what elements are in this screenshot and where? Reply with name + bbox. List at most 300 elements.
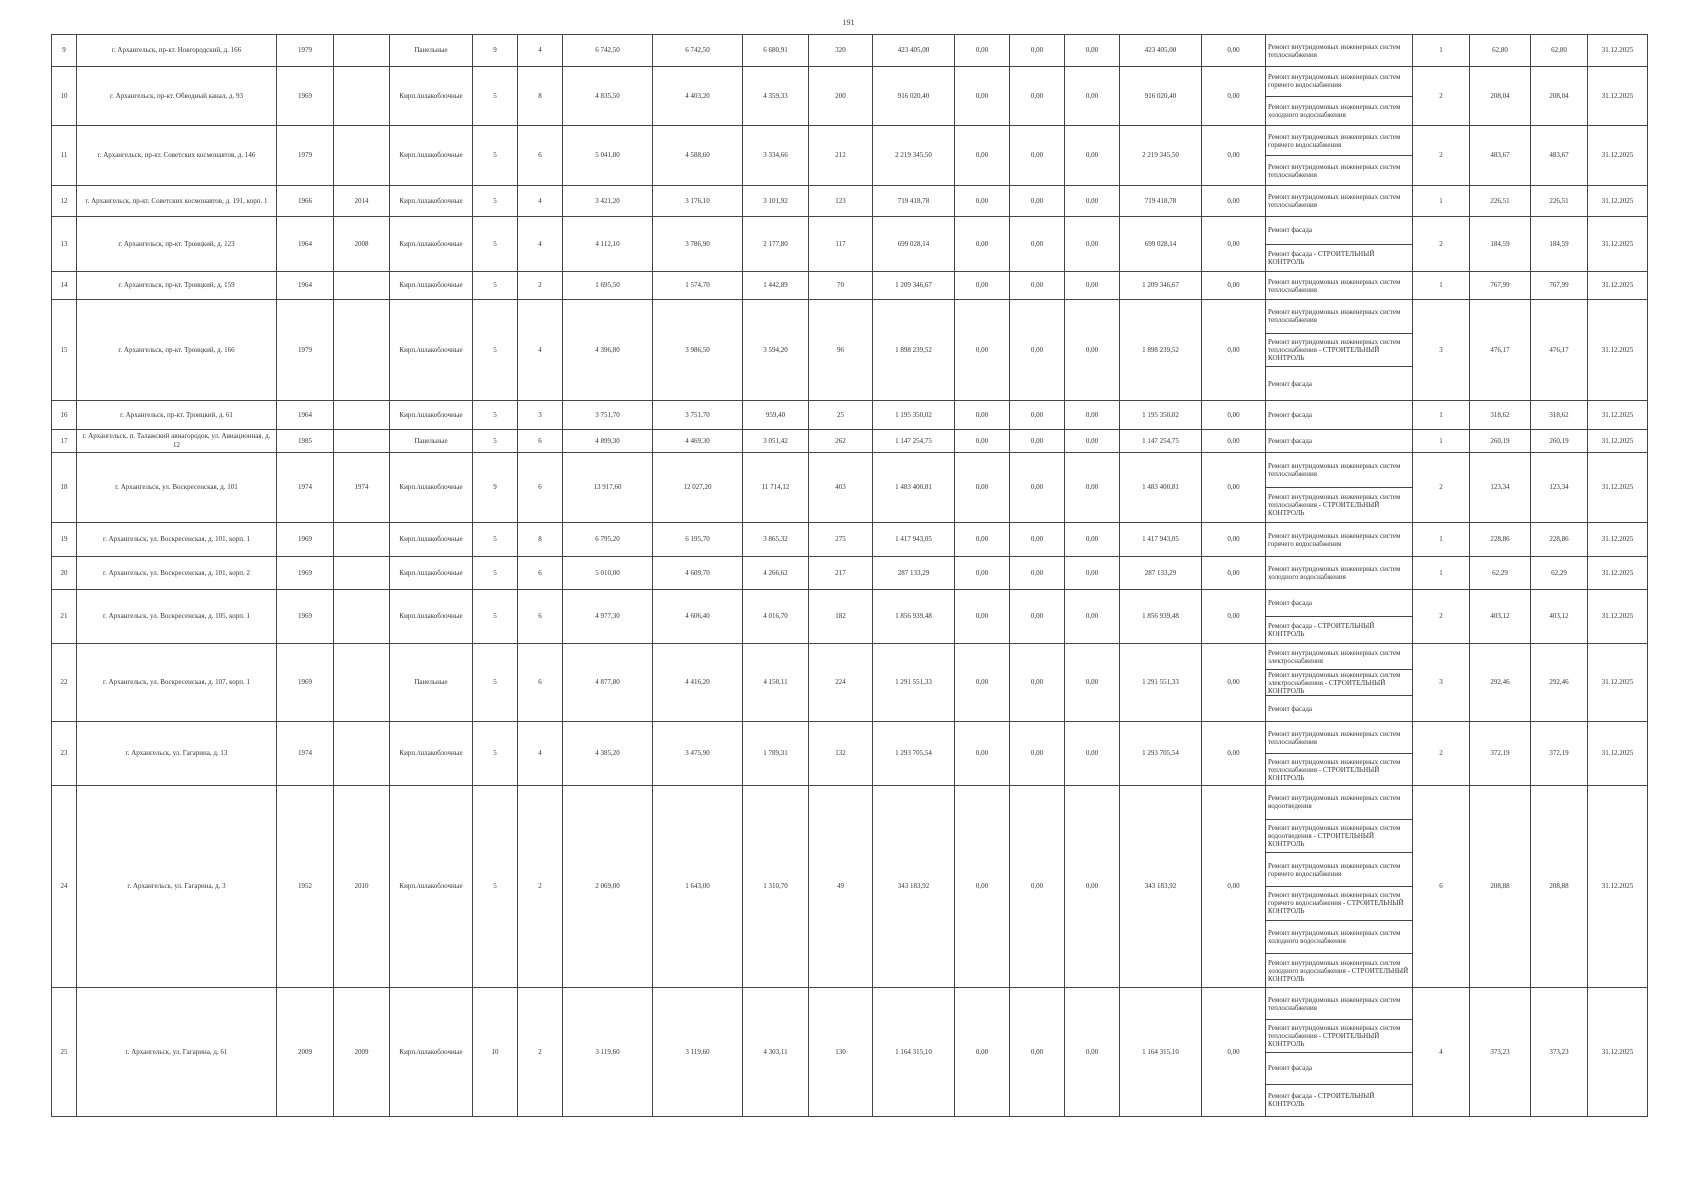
deadline-cell: 31.12.2025: [1588, 401, 1648, 430]
fund-owners-cell: 916 020,40: [1120, 67, 1202, 126]
fund-other-cell: 0,00: [1202, 523, 1266, 557]
fund-local-cell: 0,00: [1065, 67, 1120, 126]
works-count-cell: 2: [1413, 217, 1470, 272]
work-item: Ремонт внутридомовых инженерных систем водоотведения - СТРОИТЕЛЬНЫЙ КОНТРОЛЬ: [1266, 820, 1412, 854]
floors-cell: 5: [473, 722, 518, 786]
fund-regional-cell: 0,00: [1010, 644, 1065, 722]
fund-owners-cell: 1 164 315,10: [1120, 988, 1202, 1117]
total-cost-cell: 1 147 254,75: [873, 430, 955, 453]
work-item: Ремонт внутридомовых инженерных систем горячего водоснабжения: [1268, 531, 1401, 548]
total-cost-cell: 1 291 551,33: [873, 644, 955, 722]
fund-owners-cell: 699 028,14: [1120, 217, 1202, 272]
unit-cost-cell: 403,12: [1470, 590, 1531, 644]
deadline-cell: 31.12.2025: [1588, 557, 1648, 590]
unit-cost-cell: 208,04: [1470, 67, 1531, 126]
entrances-cell: 4: [518, 35, 563, 67]
wall-material-cell: Кирп./шлакоблочные: [390, 786, 473, 988]
work-item: Ремонт внутридомовых инженерных систем теплоснабжения: [1266, 722, 1412, 754]
max-unit-cost-cell: 62,80: [1531, 35, 1588, 67]
fund-owners-cell: 1 291 551,33: [1120, 644, 1202, 722]
work-item: Ремонт внутридомовых инженерных систем горячего водоснабжения - СТРОИТЕЛЬНЫЙ КОНТРОЛЬ: [1266, 887, 1412, 921]
address-cell: г. Архангельск, пр-кт. Троицкий, д. 159: [77, 272, 277, 300]
year-reconstruction-cell: 2014: [334, 186, 390, 217]
total-area-cell: 5 010,00: [563, 557, 653, 590]
work-item: Ремонт фасада: [1268, 437, 1313, 445]
fund-federal-cell: 0,00: [955, 67, 1010, 126]
deadline-cell: 31.12.2025: [1588, 644, 1648, 722]
works-cell: [1266, 67, 1413, 126]
wall-material-cell: Панельные: [390, 430, 473, 453]
row-number: 9: [52, 35, 77, 67]
row-number: 14: [52, 272, 77, 300]
work-item: Ремонт внутридомовых инженерных систем водоотведения: [1266, 786, 1412, 820]
fund-other-cell: 0,00: [1202, 126, 1266, 186]
wall-material-cell: Кирп./шлакоблочные: [390, 988, 473, 1117]
fund-federal-cell: 0,00: [955, 217, 1010, 272]
entrances-cell: 6: [518, 430, 563, 453]
residents-cell: 262: [809, 430, 873, 453]
works-cell: [1266, 453, 1413, 523]
total-area-cell: 4 977,30: [563, 590, 653, 644]
living-area-cell: 4 416,20: [653, 644, 743, 722]
total-cost-cell: 1 164 315,10: [873, 988, 955, 1117]
year-reconstruction-cell: [334, 523, 390, 557]
year-built-cell: 1979: [277, 126, 334, 186]
work-item: Ремонт фасада - СТРОИТЕЛЬНЫЙ КОНТРОЛЬ: [1268, 249, 1375, 266]
total-cost-cell: 719 418,78: [873, 186, 955, 217]
residents-cell: 123: [809, 186, 873, 217]
fund-regional-cell: 0,00: [1010, 186, 1065, 217]
table-row: [52, 272, 1648, 300]
fund-local-cell: 0,00: [1065, 644, 1120, 722]
row-number: 10: [52, 67, 77, 126]
living-area-cell: 3 475,90: [653, 722, 743, 786]
floors-cell: 5: [473, 401, 518, 430]
fund-regional-cell: 0,00: [1010, 590, 1065, 644]
fund-owners-cell: 1 293 705,54: [1120, 722, 1202, 786]
fund-federal-cell: 0,00: [955, 272, 1010, 300]
floors-cell: 5: [473, 186, 518, 217]
floors-cell: 5: [473, 523, 518, 557]
page-number: 191: [842, 18, 855, 27]
work-item: Ремонт внутридомовых инженерных систем горячего водоснабжения: [1266, 853, 1412, 887]
fund-federal-cell: 0,00: [955, 988, 1010, 1117]
fund-regional-cell: 0,00: [1010, 453, 1065, 523]
deadline-cell: 31.12.2025: [1588, 722, 1648, 786]
table-row: [52, 401, 1648, 430]
fund-local-cell: 0,00: [1065, 786, 1120, 988]
wall-material-cell: Кирп./шлакоблочные: [390, 186, 473, 217]
total-cost-cell: 343 183,92: [873, 786, 955, 988]
works-count-cell: 3: [1413, 300, 1470, 401]
total-area-cell: 13 917,60: [563, 453, 653, 523]
table-row: [52, 557, 1648, 590]
fund-regional-cell: 0,00: [1010, 401, 1065, 430]
total-area-cell: 1 695,50: [563, 272, 653, 300]
year-reconstruction-cell: [334, 722, 390, 786]
fund-other-cell: 0,00: [1202, 300, 1266, 401]
fund-owners-cell: 1 898 239,52: [1120, 300, 1202, 401]
fund-owners-cell: 1 483 400,81: [1120, 453, 1202, 523]
table-row: [52, 35, 1648, 67]
fund-local-cell: 0,00: [1065, 453, 1120, 523]
entrances-cell: 6: [518, 590, 563, 644]
row-number: 20: [52, 557, 77, 590]
row-number: 21: [52, 590, 77, 644]
entrances-cell: 6: [518, 644, 563, 722]
living-area-cell: 1 574,70: [653, 272, 743, 300]
living-area-cell: 3 119,60: [653, 988, 743, 1117]
year-built-cell: 1979: [277, 300, 334, 401]
row-number: 12: [52, 186, 77, 217]
address-cell: г. Архангельск, ул. Воскресенская, д. 101: [77, 453, 277, 523]
address-cell: г. Архангельск, ул. Гагарина, д. 61: [77, 988, 277, 1117]
year-built-cell: 1964: [277, 272, 334, 300]
max-unit-cost-cell: 123,34: [1531, 453, 1588, 523]
residential-area-cell: 3 101,92: [743, 186, 809, 217]
fund-regional-cell: 0,00: [1010, 786, 1065, 988]
residents-cell: 212: [809, 126, 873, 186]
total-cost-cell: 1 483 400,81: [873, 453, 955, 523]
floors-cell: 5: [473, 644, 518, 722]
fund-regional-cell: 0,00: [1010, 430, 1065, 453]
fund-local-cell: 0,00: [1065, 35, 1120, 67]
fund-other-cell: 0,00: [1202, 557, 1266, 590]
year-reconstruction-cell: [334, 35, 390, 67]
fund-federal-cell: 0,00: [955, 430, 1010, 453]
work-item: Ремонт внутридомовых инженерных систем холодного водоснабжения - СТРОИТЕЛЬНЫЙ КОНТРОЛЬ: [1268, 958, 1409, 983]
max-unit-cost-cell: 208,88: [1531, 786, 1588, 988]
total-area-cell: 6 742,50: [563, 35, 653, 67]
residents-cell: 49: [809, 786, 873, 988]
total-cost-cell: 1 209 346,67: [873, 272, 955, 300]
residents-cell: 224: [809, 644, 873, 722]
living-area-cell: 4 403,20: [653, 67, 743, 126]
living-area-cell: 6 742,50: [653, 35, 743, 67]
table-row: [52, 523, 1648, 557]
year-built-cell: 1964: [277, 217, 334, 272]
table-row: [52, 590, 1648, 644]
year-built-cell: 1974: [277, 722, 334, 786]
address-cell: г. Архангельск, ул. Воскресенская, д. 105, корп. 1: [77, 590, 277, 644]
entrances-cell: 2: [518, 786, 563, 988]
living-area-cell: 4 588,60: [653, 126, 743, 186]
residents-cell: 403: [809, 453, 873, 523]
table-row: [52, 126, 1648, 186]
fund-federal-cell: 0,00: [955, 186, 1010, 217]
fund-other-cell: 0,00: [1202, 722, 1266, 786]
deadline-cell: 31.12.2025: [1588, 988, 1648, 1117]
year-built-cell: 1952: [277, 786, 334, 988]
fund-owners-cell: 343 183,92: [1120, 786, 1202, 988]
row-number: 25: [52, 988, 77, 1117]
entrances-cell: 8: [518, 523, 563, 557]
fund-federal-cell: 0,00: [955, 590, 1010, 644]
residents-cell: 182: [809, 590, 873, 644]
wall-material-cell: Кирп./шлакоблочные: [390, 557, 473, 590]
work-item: Ремонт внутридомовых инженерных систем теплоснабжения: [1266, 988, 1412, 1020]
deadline-cell: 31.12.2025: [1588, 186, 1648, 217]
works-count-cell: 1: [1413, 430, 1470, 453]
fund-federal-cell: 0,00: [955, 557, 1010, 590]
fund-other-cell: 0,00: [1202, 67, 1266, 126]
residents-cell: 275: [809, 523, 873, 557]
total-area-cell: 4 877,80: [563, 644, 653, 722]
residents-cell: 70: [809, 272, 873, 300]
living-area-cell: 4 606,40: [653, 590, 743, 644]
unit-cost-cell: 476,17: [1470, 300, 1531, 401]
living-area-cell: 4 609,70: [653, 557, 743, 590]
works-cell: [1266, 523, 1413, 557]
max-unit-cost-cell: 372,19: [1531, 722, 1588, 786]
residents-cell: 200: [809, 67, 873, 126]
residential-area-cell: 1 310,70: [743, 786, 809, 988]
table-row: [52, 217, 1648, 272]
fund-other-cell: 0,00: [1202, 430, 1266, 453]
fund-federal-cell: 0,00: [955, 722, 1010, 786]
total-area-cell: 4 385,20: [563, 722, 653, 786]
fund-regional-cell: 0,00: [1010, 557, 1065, 590]
fund-regional-cell: 0,00: [1010, 300, 1065, 401]
work-item: Ремонт внутридомовых инженерных систем теплоснабжения: [1266, 453, 1412, 488]
total-area-cell: 4 112,10: [563, 217, 653, 272]
wall-material-cell: Кирп./шлакоблочные: [390, 300, 473, 401]
works-count-cell: 2: [1413, 722, 1470, 786]
entrances-cell: 3: [518, 401, 563, 430]
floors-cell: 5: [473, 786, 518, 988]
work-item: Ремонт фасада - СТРОИТЕЛЬНЫЙ КОНТРОЛЬ: [1268, 622, 1375, 638]
fund-regional-cell: 0,00: [1010, 67, 1065, 126]
works-count-cell: 1: [1413, 35, 1470, 67]
total-area-cell: 5 041,80: [563, 126, 653, 186]
fund-federal-cell: 0,00: [955, 126, 1010, 186]
fund-local-cell: 0,00: [1065, 988, 1120, 1117]
entrances-cell: 8: [518, 67, 563, 126]
residents-cell: 217: [809, 557, 873, 590]
residential-area-cell: 11 714,12: [743, 453, 809, 523]
address-cell: г. Архангельск, ул. Воскресенская, д. 101, корп. 1: [77, 523, 277, 557]
work-item: Ремонт фасада: [1266, 590, 1412, 617]
fund-owners-cell: 287 133,29: [1120, 557, 1202, 590]
table-row: [52, 453, 1648, 523]
fund-owners-cell: 719 418,78: [1120, 186, 1202, 217]
max-unit-cost-cell: 260,19: [1531, 430, 1588, 453]
fund-other-cell: 0,00: [1202, 786, 1266, 988]
residential-area-cell: 959,40: [743, 401, 809, 430]
max-unit-cost-cell: 476,17: [1531, 300, 1588, 401]
year-reconstruction-cell: 2009: [334, 988, 390, 1117]
unit-cost-cell: 62,80: [1470, 35, 1531, 67]
fund-other-cell: 0,00: [1202, 35, 1266, 67]
repair-program-table: [51, 34, 1648, 1117]
entrances-cell: 2: [518, 988, 563, 1117]
works-cell: [1266, 272, 1413, 300]
entrances-cell: 4: [518, 217, 563, 272]
max-unit-cost-cell: 208,04: [1531, 67, 1588, 126]
fund-regional-cell: 0,00: [1010, 126, 1065, 186]
fund-local-cell: 0,00: [1065, 126, 1120, 186]
year-built-cell: 1974: [277, 453, 334, 523]
residential-area-cell: 3 865,32: [743, 523, 809, 557]
total-cost-cell: 287 133,29: [873, 557, 955, 590]
wall-material-cell: Кирп./шлакоблочные: [390, 590, 473, 644]
work-item: Ремонт внутридомовых инженерных систем электроснабжения - СТРОИТЕЛЬНЫЙ КОНТРОЛЬ: [1266, 670, 1412, 696]
max-unit-cost-cell: 228,86: [1531, 523, 1588, 557]
living-area-cell: 12 027,20: [653, 453, 743, 523]
fund-other-cell: 0,00: [1202, 186, 1266, 217]
fund-local-cell: 0,00: [1065, 186, 1120, 217]
fund-federal-cell: 0,00: [955, 35, 1010, 67]
work-item: Ремонт внутридомовых инженерных систем холодного водоснабжения: [1266, 921, 1412, 955]
fund-federal-cell: 0,00: [955, 300, 1010, 401]
entrances-cell: 2: [518, 272, 563, 300]
works-cell: [1266, 988, 1413, 1117]
address-cell: г. Архангельск, ул. Гагарина, д. 13: [77, 722, 277, 786]
row-number: 16: [52, 401, 77, 430]
residents-cell: 132: [809, 722, 873, 786]
total-area-cell: 4 899,30: [563, 430, 653, 453]
max-unit-cost-cell: 767,99: [1531, 272, 1588, 300]
work-item: Ремонт внутридомовых инженерных систем теплоснабжения: [1268, 193, 1401, 209]
work-item: Ремонт фасада - СТРОИТЕЛЬНЫЙ КОНТРОЛЬ: [1268, 1092, 1375, 1109]
unit-cost-cell: 208,88: [1470, 786, 1531, 988]
fund-owners-cell: 1 417 943,05: [1120, 523, 1202, 557]
fund-other-cell: 0,00: [1202, 453, 1266, 523]
unit-cost-cell: 767,99: [1470, 272, 1531, 300]
total-area-cell: 3 119,60: [563, 988, 653, 1117]
fund-federal-cell: 0,00: [955, 786, 1010, 988]
work-item: Ремонт внутридомовых инженерных систем электроснабжения: [1266, 644, 1412, 670]
max-unit-cost-cell: 403,12: [1531, 590, 1588, 644]
year-built-cell: 1966: [277, 186, 334, 217]
work-item: Ремонт внутридомовых инженерных систем теплоснабжения - СТРОИТЕЛЬНЫЙ КОНТРОЛЬ: [1268, 493, 1401, 517]
unit-cost-cell: 373,23: [1470, 988, 1531, 1117]
wall-material-cell: Кирп./шлакоблочные: [390, 272, 473, 300]
table-row: [52, 67, 1648, 126]
fund-owners-cell: 1 195 350,02: [1120, 401, 1202, 430]
residential-area-cell: 4 266,62: [743, 557, 809, 590]
total-cost-cell: 1 417 943,05: [873, 523, 955, 557]
address-cell: г. Архангельск, пр-кт. Советских космонавтов, д. 146: [77, 126, 277, 186]
works-count-cell: 1: [1413, 401, 1470, 430]
floors-cell: 5: [473, 300, 518, 401]
deadline-cell: 31.12.2025: [1588, 300, 1648, 401]
entrances-cell: 6: [518, 557, 563, 590]
year-built-cell: 1979: [277, 35, 334, 67]
deadline-cell: 31.12.2025: [1588, 126, 1648, 186]
work-item: Ремонт внутридомовых инженерных систем теплоснабжения: [1266, 300, 1412, 334]
year-reconstruction-cell: 1974: [334, 453, 390, 523]
work-item: Ремонт внутридомовых инженерных систем горячего водоснабжения: [1266, 126, 1412, 156]
year-built-cell: 1969: [277, 644, 334, 722]
works-cell: [1266, 300, 1413, 401]
row-number: 11: [52, 126, 77, 186]
unit-cost-cell: 483,67: [1470, 126, 1531, 186]
max-unit-cost-cell: 373,23: [1531, 988, 1588, 1117]
work-item: Ремонт внутридомовых инженерных систем теплоснабжения: [1268, 42, 1401, 59]
fund-federal-cell: 0,00: [955, 523, 1010, 557]
works-count-cell: 2: [1413, 453, 1470, 523]
address-cell: г. Архангельск, п. Талажский авиагородок, ул. Авиационная, д. 12: [77, 430, 277, 453]
living-area-cell: 4 469,30: [653, 430, 743, 453]
works-cell: [1266, 786, 1413, 988]
residents-cell: 25: [809, 401, 873, 430]
address-cell: г. Архангельск, пр-кт. Троицкий, д. 61: [77, 401, 277, 430]
total-cost-cell: 2 219 345,50: [873, 126, 955, 186]
deadline-cell: 31.12.2025: [1588, 217, 1648, 272]
fund-local-cell: 0,00: [1065, 401, 1120, 430]
year-reconstruction-cell: [334, 590, 390, 644]
works-count-cell: 1: [1413, 186, 1470, 217]
total-cost-cell: 916 020,40: [873, 67, 955, 126]
floors-cell: 5: [473, 590, 518, 644]
row-number: 22: [52, 644, 77, 722]
residential-area-cell: 3 594,20: [743, 300, 809, 401]
total-area-cell: 2 069,00: [563, 786, 653, 988]
works-cell: [1266, 430, 1413, 453]
floors-cell: 5: [473, 67, 518, 126]
year-built-cell: 1969: [277, 590, 334, 644]
work-item: Ремонт внутридомовых инженерных систем теплоснабжения - СТРОИТЕЛЬНЫЙ КОНТРОЛЬ: [1266, 334, 1412, 368]
deadline-cell: 31.12.2025: [1588, 590, 1648, 644]
fund-owners-cell: 1 209 346,67: [1120, 272, 1202, 300]
row-number: 13: [52, 217, 77, 272]
work-item: Ремонт фасада: [1268, 411, 1313, 419]
deadline-cell: 31.12.2025: [1588, 523, 1648, 557]
year-built-cell: 1964: [277, 401, 334, 430]
year-reconstruction-cell: [334, 126, 390, 186]
floors-cell: 5: [473, 430, 518, 453]
address-cell: г. Архангельск, ул. Воскресенская, д. 101, корп. 2: [77, 557, 277, 590]
row-number: 17: [52, 430, 77, 453]
fund-local-cell: 0,00: [1065, 523, 1120, 557]
fund-local-cell: 0,00: [1065, 430, 1120, 453]
living-area-cell: 1 643,00: [653, 786, 743, 988]
max-unit-cost-cell: 184,59: [1531, 217, 1588, 272]
table-row: [52, 186, 1648, 217]
deadline-cell: 31.12.2025: [1588, 35, 1648, 67]
living-area-cell: 3 986,50: [653, 300, 743, 401]
unit-cost-cell: 123,34: [1470, 453, 1531, 523]
year-reconstruction-cell: [334, 67, 390, 126]
work-item: Ремонт фасада: [1266, 217, 1412, 245]
fund-other-cell: 0,00: [1202, 401, 1266, 430]
works-count-cell: 6: [1413, 786, 1470, 988]
works-cell: [1266, 126, 1413, 186]
floors-cell: 5: [473, 126, 518, 186]
residential-area-cell: 6 680,91: [743, 35, 809, 67]
wall-material-cell: Кирп./шлакоблочные: [390, 523, 473, 557]
fund-local-cell: 0,00: [1065, 217, 1120, 272]
total-cost-cell: 423 405,00: [873, 35, 955, 67]
work-item: Ремонт внутридомовых инженерных систем теплоснабжения: [1268, 277, 1401, 294]
total-cost-cell: 699 028,14: [873, 217, 955, 272]
fund-local-cell: 0,00: [1065, 722, 1120, 786]
works-cell: [1266, 590, 1413, 644]
fund-other-cell: 0,00: [1202, 272, 1266, 300]
total-area-cell: 4 835,50: [563, 67, 653, 126]
residential-area-cell: 4 303,11: [743, 988, 809, 1117]
living-area-cell: 6 195,70: [653, 523, 743, 557]
total-area-cell: 4 396,80: [563, 300, 653, 401]
wall-material-cell: Кирп./шлакоблочные: [390, 401, 473, 430]
year-reconstruction-cell: [334, 401, 390, 430]
row-number: 24: [52, 786, 77, 988]
residents-cell: 130: [809, 988, 873, 1117]
unit-cost-cell: 228,86: [1470, 523, 1531, 557]
work-item: Ремонт внутридомовых инженерных систем теплоснабжения - СТРОИТЕЛЬНЫЙ КОНТРОЛЬ: [1266, 1020, 1412, 1052]
total-cost-cell: 1 293 705,54: [873, 722, 955, 786]
